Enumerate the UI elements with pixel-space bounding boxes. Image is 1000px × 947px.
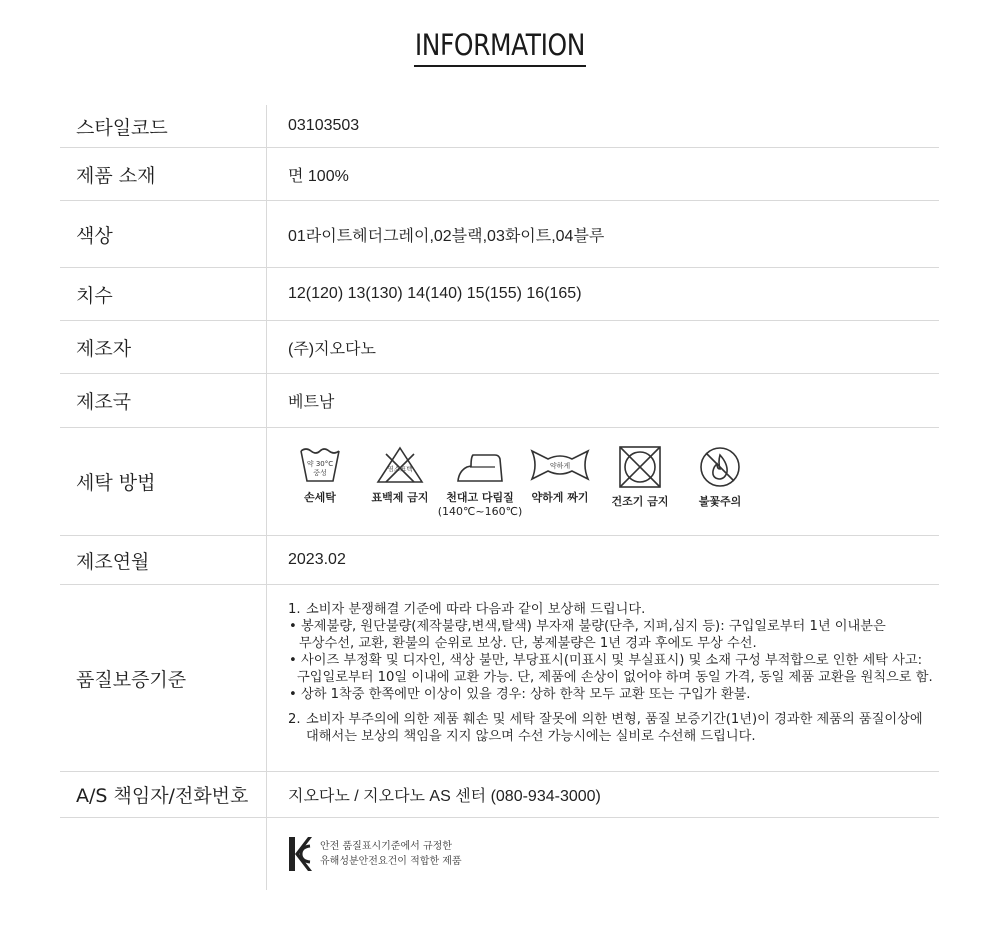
quality-item-1 <box>288 601 939 618</box>
row-label: 제조국 <box>60 374 267 427</box>
row-quality <box>60 585 939 772</box>
care-label: 천대고 다림질 <box>446 490 514 504</box>
kc-text-line1: 안전 품질표시기준에서 규정한 <box>320 841 452 852</box>
quality-bullet-3 <box>288 686 939 703</box>
bullet-text-cont: 무상수선, 교환, 환불의 순위로 보상. 단, 봉제불량은 1년 경과 후에도 무상 수선. <box>299 636 757 651</box>
bullet: • <box>289 619 297 634</box>
care-hand-wash <box>281 445 359 505</box>
row-size <box>60 268 939 321</box>
care-fire-caution <box>681 445 759 509</box>
page-header <box>0 28 1000 67</box>
hand-wash-temp: 약 30°C <box>306 459 334 468</box>
item-text: 소비자 부주의에 의한 제품 훼손 및 세탁 잘못에 의한 변형, 품질 보증기간(1년)이 경과한 제품의 품질이상에 <box>306 712 923 727</box>
row-value: 12(120) 13(130) 14(140) 15(155) 16(165) <box>288 285 582 302</box>
kc-logo-icon <box>288 836 312 872</box>
row-manufacturer <box>60 321 939 374</box>
row-value: 03103503 <box>288 117 360 134</box>
bullet-text: 사이즈 부정확 및 디자인, 색상 불만, 부당표시(미표시 및 부실표시) 및 소재 구성 부적합으로 인한 세탁 사고: <box>301 653 923 668</box>
row-value: 2023.02 <box>288 551 346 568</box>
quality-bullet-2 <box>288 652 939 669</box>
row-label-empty <box>60 818 267 890</box>
kc-text-line2: 유해성분안전요건이 적합한 제품 <box>320 856 462 867</box>
hand-wash-icon <box>298 445 342 485</box>
row-label: 치수 <box>60 268 267 320</box>
no-tumble-dry-icon <box>618 445 662 489</box>
care-label: 손세탁 <box>304 490 336 504</box>
row-material <box>60 148 939 201</box>
row-label: 제품 소재 <box>60 148 267 200</box>
row-label: 제조연월 <box>60 536 267 584</box>
bullet-text: 봉제불량, 원단불량(제작불량,변색,탈색) 부자재 불량(단추, 지퍼,심지 등): 구입일로부터 1년 이내분은 <box>301 619 886 634</box>
bullet-text: 상하 1착중 한쪽에만 이상이 있을 경우: 상하 한착 모두 교환 또는 구입가 환불. <box>301 687 751 702</box>
no-bleach-icon <box>375 445 425 485</box>
item-number: 1. <box>288 602 301 617</box>
care-label: 표백제 금지 <box>371 490 429 504</box>
quality-text <box>267 585 939 771</box>
care-gentle-wring <box>521 445 599 505</box>
iron-temp-range: (140℃~160℃) <box>437 504 523 518</box>
bleach-text: 염소표백 <box>387 464 413 473</box>
row-label: 세탁 방법 <box>60 428 267 535</box>
care-symbols <box>267 428 939 535</box>
row-label: 색상 <box>60 201 267 267</box>
quality-item-2 <box>288 711 939 728</box>
row-style-code <box>60 105 939 148</box>
care-no-bleach <box>361 445 439 505</box>
row-label: 제조자 <box>60 321 267 373</box>
row-label: 스타일코드 <box>60 105 267 147</box>
info-table <box>60 105 939 890</box>
item-number: 2. <box>288 712 301 727</box>
care-label: 불꽃주의 <box>698 494 742 508</box>
row-value: 베트남 <box>288 394 335 411</box>
care-label: 건조기 금지 <box>611 494 669 508</box>
row-washing <box>60 428 939 536</box>
row-date <box>60 536 939 585</box>
row-value: (주)지오다노 <box>288 340 376 358</box>
care-iron <box>437 445 523 519</box>
kc-text <box>320 839 462 869</box>
care-no-tumble-dry <box>601 445 679 509</box>
kc-cert <box>267 818 939 890</box>
row-country <box>60 374 939 428</box>
bullet-text-cont: 구입일로부터 10일 이내에 교환 가능. 단, 제품에 손상이 없어야 하며 동일 가격, 동일 제품 교환을 원칙으로 함. <box>297 670 933 685</box>
quality-bullet-1 <box>288 618 939 635</box>
item-text-cont: 대해서는 보상의 책임을 지지 않으며 수선 가능시에는 실비로 수선해 드립니다. <box>306 729 756 744</box>
row-value: 지오다노 / 지오다노 AS 센터 (080-934-3000) <box>288 788 601 805</box>
care-label: 약하게 짜기 <box>531 490 589 504</box>
gentle-text: 약하게 <box>549 461 571 470</box>
row-label: 품질보증기준 <box>60 585 267 771</box>
row-as <box>60 772 939 818</box>
row-label: A/S 책임자/전화번호 <box>60 772 267 817</box>
hand-wash-detergent: 중성 <box>313 468 327 477</box>
iron-icon <box>455 445 505 485</box>
row-color <box>60 201 939 268</box>
fire-caution-icon <box>698 445 742 489</box>
gentle-wring-icon <box>530 445 590 485</box>
page-title: INFORMATION <box>414 28 586 67</box>
row-value: 01라이트헤더그레이,02블랙,03화이트,04블루 <box>288 227 605 245</box>
item-text: 소비자 분쟁해결 기준에 따라 다음과 같이 보상해 드립니다. <box>306 602 646 617</box>
row-value: 면 100% <box>288 167 349 185</box>
row-kc <box>60 818 939 890</box>
kc-mark <box>288 836 462 872</box>
bullet: • <box>289 653 297 668</box>
bullet: • <box>289 687 297 702</box>
